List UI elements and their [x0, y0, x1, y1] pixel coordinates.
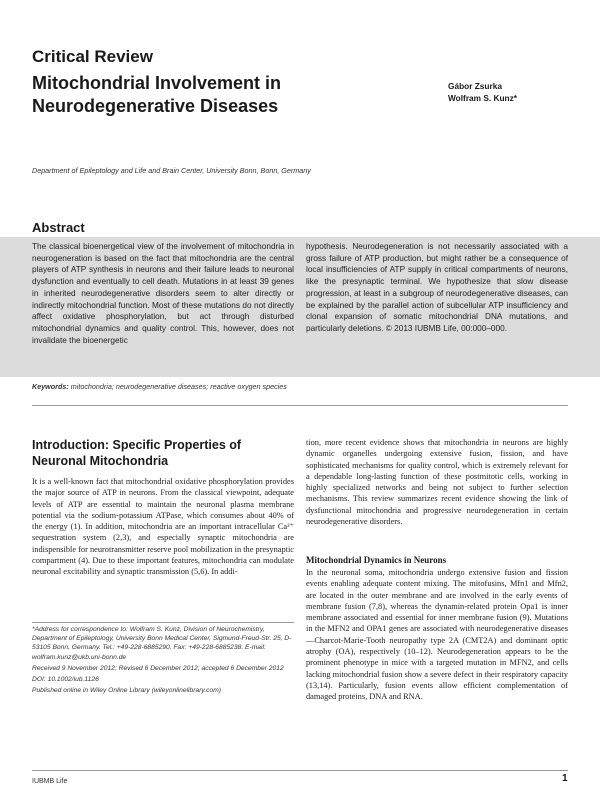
- author-list: [448, 80, 517, 104]
- footer-journal: IUBMB Life: [32, 778, 68, 785]
- received-dates: Received 9 November 2012; Revised 6 December 2012; accepted 6 December 2012: [32, 664, 284, 672]
- section-label: Critical Review: [32, 47, 153, 66]
- author-1: Gábor Zsurka: [448, 81, 502, 91]
- dynamics-text: In the neuronal soma, mitochondria undergo extensive fusion and fission events enabling adequate content mixing. The mitofusins, Mfn1 and Mfn2, are located in the outer membrane and are involved in the early events of membrane fusion (7,8), whereas the dynamin-related protein Opa1 is inner membrane associated and essential for inner membrane fusion (9). Mutations in the MFN2 and OPA1 genes are associated with neurodegenerative diseases—Charcot-Marie-Tooth neuropathy type 2A (CMT2A) and dominant optic atrophy (OA), respectively (10–12). Neurodegeneration appears to be the prominent phenotype in mice with a targeted mutation in MFN2, and cells lacking mitochondrial fusion show a severe defect in their respiratory capacity (13,14). Particularly, fusion events allow efficient complementation of damaged proteins, DNA and RNA.: [306, 568, 568, 702]
- affiliation: Department of Epileptology and Life and Brain Center, University Bonn, Bonn, Germany: [32, 166, 311, 175]
- article-title: Mitochondrial Involvement in Neurodegenerative Diseases: [32, 73, 282, 116]
- intro-col-1: It is a well-known fact that mitochondrial oxidative phosphorylation provides the major source of ATP in neurons. From the classical viewpoint, adequate levels of ATP are essential to maintain the neuronal plasma membrane potential via the sodium-potassium ATPase, which consumes about 40% of the energy (1). In addition, mitochondria are an important intracellular Ca²⁺ sequestration system (2,3), and especially synaptic mitochondria are indispensible for neurotransmitter reserve pool mobilization in the presynaptic compartment (4). Due to these important features, mitochondria can modulate neuronal excitability and synaptic transmission (5,6). In addi-: [32, 477, 294, 577]
- keywords-divider: [32, 405, 568, 406]
- intro-col-2: tion, more recent evidence shows that mitochondria in neurons are highly dynamic organelles undergoing extensive fusion, fission, and have sophisticated mechanisms for quality control, which is extremely relevant for a dependable long-lasting function of these postmitotic cells, working in highly specialized networks and being not subject to further selection mechanisms. This review summarizes recent evidence showing the link of dysfunctional mitochondria and progressive neurodegeneration in certain neurodegenerative disorders.: [306, 438, 568, 527]
- keywords-text: mitochondria; neurodegenerative diseases; reactive oxygen species: [70, 382, 287, 391]
- published-online: Published online in Wiley Online Library (wileyonlinelibrary.com): [32, 687, 222, 695]
- intro-heading: Introduction: Specific Properties of Neuronal Mitochondria: [32, 438, 242, 468]
- footnote-divider: [32, 622, 294, 623]
- footnote: [32, 625, 294, 697]
- footer-divider: [32, 770, 568, 771]
- keywords: [32, 382, 302, 392]
- author-2: Wolfram S. Kunz*: [448, 93, 517, 103]
- keywords-label: Keywords:: [32, 382, 69, 391]
- abstract-col-2: hypothesis. Neurodegeneration is not necessarily associated with a gross failure of ATP production, but might rather be a consequence of local insufficiencies of ATP supply in critical compartments of neurons, like the presynaptic terminal. We hypothesize that slow disease progression, at least in a subgroup of neurodegenerative diseases, can be explained by the parallel action of subcellular ATP insufficiency and clonal expansion of somatic mitochondrial DNA mutations, and particularly deletions. © 2013 IUBMB Life, 00:000–000.: [306, 242, 568, 333]
- dynamics-heading: Mitochondrial Dynamics in Neurons: [306, 555, 447, 565]
- doi: DOI: 10.1002/iub.1126: [32, 676, 99, 684]
- abstract-heading: Abstract: [32, 220, 85, 235]
- correspondence: *Address for correspondence to: Wolfram S. Kunz, Division of Neurochemistry, Department of Epileptology, University Bonn Medical Center, Sigmund-Freud-Str. 25, D-53105 Bonn, Germany. Tel.: +49-228-6885290. Fax: +49-228-6885238. E-mail: wolfram.kunz@ukb.uni-bonn.de: [32, 626, 292, 661]
- page-number: 1: [562, 773, 568, 784]
- abstract-col-1: The classical bioenergetical view of the involvement of mitochondria in neurogeneration is based on the fact that mitochondria are the central players of ATP synthesis in neurons and their failure leads to neuronal dysfunction and eventually to cell death. Mutations in at least 39 genes in inherited neurodegenerative disorders seem to alter directly or indirectly mitochondrial function. Most of these mutations do not directly affect oxidative phosphorylation, but act through disturbed mitochondrial dynamics and quality control. This, however, does not invalidate the bioenergetic: [32, 242, 294, 345]
